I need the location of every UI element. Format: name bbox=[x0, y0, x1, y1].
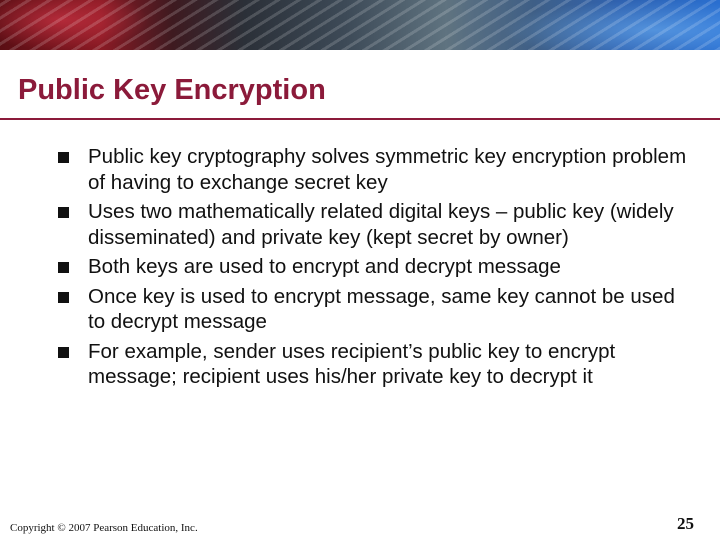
square-bullet-icon bbox=[58, 347, 69, 358]
copyright-footer: Copyright © 2007 Pearson Education, Inc. bbox=[10, 522, 198, 534]
bullet-text: Uses two mathematically related digital keys – public key (widely disseminated) and private key (kept secret by owner) bbox=[88, 200, 674, 249]
bullet-list bbox=[58, 144, 688, 394]
slide-title: Public Key Encryption bbox=[18, 74, 326, 106]
title-divider bbox=[0, 118, 720, 120]
square-bullet-icon bbox=[58, 262, 69, 273]
page-number: 25 bbox=[677, 514, 694, 533]
square-bullet-icon bbox=[58, 207, 69, 218]
bullet-item bbox=[58, 284, 688, 335]
square-bullet-icon bbox=[58, 292, 69, 303]
square-bullet-icon bbox=[58, 152, 69, 163]
bullet-text: Public key cryptography solves symmetric key encryption problem of having to exchange secret key bbox=[88, 145, 687, 194]
banner-streaks bbox=[0, 0, 720, 50]
header-banner-image bbox=[0, 0, 720, 50]
bullet-text: Both keys are used to encrypt and decrypt message bbox=[88, 255, 561, 278]
bullet-item bbox=[58, 339, 688, 390]
bullet-item bbox=[58, 144, 688, 195]
bullet-text: For example, sender uses recipient’s public key to encrypt message; recipient uses his/her private key to decrypt it bbox=[88, 339, 616, 388]
bullet-item bbox=[58, 254, 688, 280]
bullet-text: Once key is used to encrypt message, same key cannot be used to decrypt message bbox=[88, 284, 675, 333]
bullet-item bbox=[58, 199, 688, 250]
